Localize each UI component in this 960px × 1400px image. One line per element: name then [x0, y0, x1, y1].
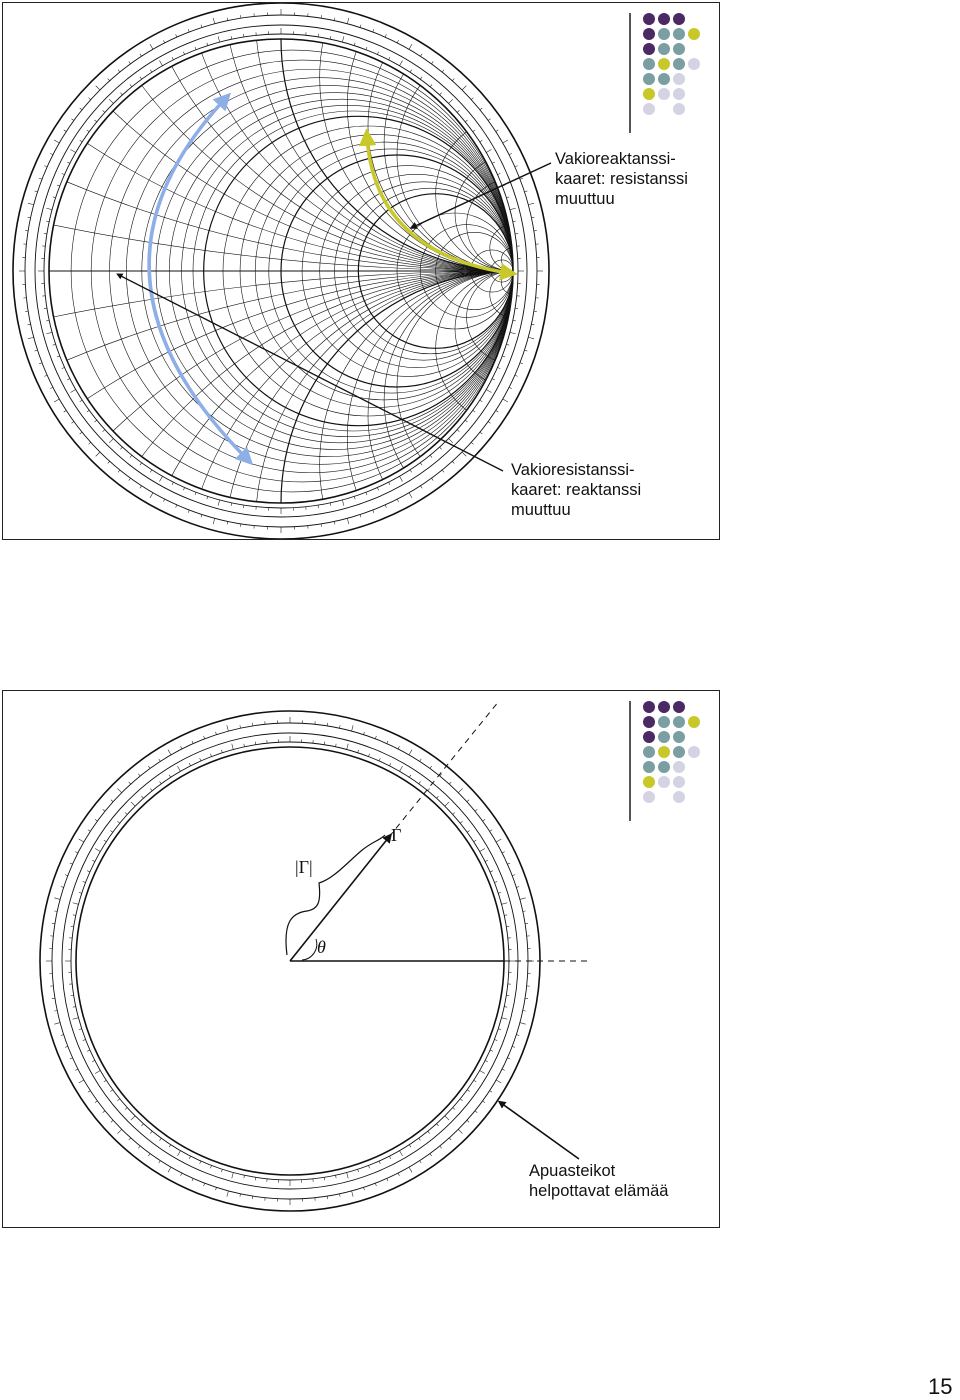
scale-tick — [377, 488, 378, 491]
scale-tick — [54, 140, 59, 143]
scale-tick — [140, 77, 142, 79]
decor-dot — [658, 43, 670, 55]
decor-dot — [688, 716, 700, 728]
decor-dot — [643, 761, 655, 773]
scale-tick — [160, 61, 163, 66]
scale-tick — [176, 505, 177, 508]
scale-tick — [385, 34, 386, 37]
blue-double-arrow — [149, 99, 247, 459]
decor-dot — [673, 746, 685, 758]
decor-dot — [673, 103, 685, 115]
decor-dot — [658, 761, 670, 773]
slide-smith-chart-arcs — [2, 2, 720, 540]
scale-tick — [480, 140, 483, 142]
scale-tick — [57, 185, 60, 186]
reactance-arc — [3, 3, 720, 271]
scale-tick — [188, 510, 189, 513]
scale-tick — [96, 86, 100, 90]
scale-tick — [389, 57, 390, 60]
scale-tick — [53, 344, 56, 345]
scale-tick — [449, 439, 453, 443]
scale-tick — [506, 344, 509, 345]
scale-tick — [360, 514, 361, 517]
scale-tick — [201, 514, 202, 517]
scale-tick — [480, 400, 483, 402]
scale-tick — [46, 208, 52, 210]
scale-tick — [462, 86, 466, 90]
scale-tick — [129, 61, 131, 63]
scale-tick — [400, 61, 403, 66]
scale-tick — [449, 99, 453, 103]
scale-tick — [360, 25, 361, 28]
scale-tick — [465, 120, 467, 122]
scale-tick — [457, 430, 459, 432]
decor-dot — [658, 701, 670, 713]
scale-tick — [71, 150, 76, 153]
decor-dot — [643, 28, 655, 40]
scale-tick — [120, 447, 122, 449]
decor-dot — [643, 701, 655, 713]
reactance-arc — [436, 271, 591, 426]
scale-tick — [195, 47, 196, 50]
scale-tick — [218, 500, 220, 506]
scale-tick — [201, 25, 202, 28]
reactance-arc — [281, 271, 720, 540]
scale-tick — [513, 320, 516, 321]
scale-tick — [509, 387, 512, 388]
scale-tick — [207, 496, 208, 499]
scale-tick — [510, 332, 516, 334]
scale-tick — [46, 320, 49, 321]
reactance-arc — [3, 3, 720, 271]
scale-tick — [227, 521, 228, 524]
scale-tick — [188, 29, 189, 32]
decor-dot — [643, 43, 655, 55]
scale-tick — [334, 18, 335, 21]
scale-tick — [96, 452, 100, 456]
scale-tick — [62, 173, 65, 174]
scale-tick — [410, 70, 412, 73]
decor-dot — [658, 58, 670, 70]
scale-tick — [510, 208, 516, 210]
scale-tick — [515, 375, 518, 376]
decor-dot — [643, 58, 655, 70]
scale-tick — [87, 130, 89, 132]
scale-tick — [150, 470, 152, 473]
scale-tick — [231, 503, 232, 506]
scale-tick — [531, 324, 534, 325]
decor-divider — [629, 701, 631, 821]
scale-tick — [130, 455, 132, 457]
scale-tick — [471, 98, 473, 100]
scale-tick — [342, 36, 344, 42]
decor-dot — [658, 73, 670, 85]
scale-tick — [354, 496, 355, 499]
reactance-arc — [3, 3, 720, 271]
scale-tick — [64, 410, 67, 412]
decor-dot — [658, 88, 670, 100]
decor-dot — [658, 731, 670, 743]
scale-tick — [502, 356, 505, 357]
scale-tick — [486, 150, 491, 153]
scale-tick — [39, 178, 42, 179]
scale-tick — [471, 442, 473, 444]
scale-tick — [50, 387, 53, 388]
scale-tick — [87, 410, 89, 412]
scale-tick — [452, 461, 454, 463]
scale-tick — [103, 110, 105, 112]
decor-dot — [673, 731, 685, 743]
scale-tick — [109, 99, 113, 103]
scale-tick — [486, 390, 491, 393]
decor-dot — [643, 731, 655, 743]
scale-tick — [473, 130, 475, 132]
scale-tick — [430, 84, 432, 86]
scale-tick — [140, 463, 142, 465]
scale-tick — [94, 420, 96, 422]
scale-tick — [397, 40, 398, 43]
scale-tick — [227, 18, 228, 21]
scale-tick — [503, 140, 508, 143]
reactance-arc — [182, 3, 720, 271]
decor-dot — [673, 43, 685, 55]
scale-tick — [520, 363, 523, 364]
scale-tick — [160, 476, 163, 481]
scale-tick — [140, 486, 142, 489]
scale-tick — [183, 52, 184, 55]
decor-dot — [673, 73, 685, 85]
decor-dot — [658, 13, 670, 25]
scale-tick — [108, 79, 110, 81]
scale-tick — [150, 493, 153, 498]
scale-tick — [80, 108, 82, 110]
scale-tick — [420, 486, 422, 489]
scale-tick — [89, 442, 91, 444]
yellow-double-arrow — [367, 137, 509, 273]
scale-tick — [528, 203, 534, 205]
scale-tick — [118, 70, 120, 72]
decor-dot — [673, 761, 685, 773]
pointer-arrow-resistance — [119, 275, 503, 471]
scale-tick — [120, 93, 122, 95]
decor-dot — [643, 88, 655, 100]
scale-tick — [67, 379, 70, 380]
decor-dot — [688, 28, 700, 40]
scale-tick — [524, 191, 527, 192]
scale-tick — [218, 36, 220, 42]
scale-tick — [431, 478, 433, 480]
scale-tick — [347, 518, 349, 524]
scale-tick — [46, 221, 49, 222]
scale-tick — [457, 110, 459, 112]
scale-tick — [54, 399, 59, 402]
scale-tick — [71, 421, 73, 423]
scale-tick — [28, 337, 34, 339]
scale-tick — [109, 439, 113, 443]
page-number: 15 — [928, 1374, 952, 1400]
scale-tick — [28, 324, 31, 325]
scale-tick — [480, 108, 482, 110]
scale-tick — [50, 153, 53, 154]
scale-tick — [366, 492, 367, 495]
scale-tick — [528, 337, 534, 339]
scale-tick — [35, 350, 38, 351]
scale-tick — [347, 18, 349, 24]
scale-tick — [442, 70, 444, 72]
caption-auxiliary-scales: Apuasteikot helpottavat elämää — [529, 1161, 668, 1201]
scale-tick — [531, 217, 534, 218]
scale-tick — [103, 430, 105, 432]
scale-tick — [520, 178, 523, 179]
scale-tick — [80, 400, 83, 402]
decor-dot — [658, 776, 670, 788]
decor-dot — [643, 13, 655, 25]
scale-tick — [420, 54, 422, 57]
decor-dot — [673, 716, 685, 728]
scale-tick — [64, 130, 67, 132]
scale-tick — [492, 162, 495, 163]
scale-tick — [129, 478, 131, 480]
pointer-arrow-scales — [501, 1103, 579, 1159]
scale-tick — [28, 203, 34, 205]
scale-tick — [342, 500, 344, 506]
scale-tick — [513, 221, 516, 222]
scale-tick — [400, 476, 403, 481]
scale-tick — [465, 420, 467, 422]
decor-dot — [643, 103, 655, 115]
reactance-arc — [384, 13, 642, 271]
decor-dot — [658, 716, 670, 728]
decor-dot — [658, 746, 670, 758]
scale-tick — [213, 518, 215, 524]
decor-dot — [658, 28, 670, 40]
scale-tick — [89, 98, 91, 100]
scale-tick — [496, 130, 499, 132]
scale-tick — [515, 166, 518, 167]
scale-tick — [452, 79, 454, 81]
scale-tick — [420, 463, 422, 465]
scale-tick — [231, 36, 232, 39]
scale-tick — [354, 43, 355, 46]
decor-dot — [688, 746, 700, 758]
decor-dot — [643, 73, 655, 85]
scale-tick — [176, 34, 177, 37]
decor-dot — [673, 28, 685, 40]
scale-tick — [480, 432, 482, 434]
scale-tick — [442, 470, 444, 472]
scale-tick — [44, 166, 47, 167]
scale-tick — [334, 521, 335, 524]
decor-divider — [629, 13, 631, 133]
reactance-arc — [223, 271, 720, 540]
decor-dot — [643, 776, 655, 788]
scale-tick — [496, 410, 499, 412]
scale-tick — [498, 173, 501, 174]
scale-tick — [330, 503, 331, 506]
scale-tick — [172, 482, 173, 485]
scale-tick — [57, 356, 60, 357]
scale-tick — [409, 493, 412, 498]
scale-tick — [53, 197, 56, 198]
scale-tick — [71, 390, 76, 393]
scale-tick — [150, 44, 153, 49]
scale-tick — [373, 510, 374, 513]
scale-tick — [67, 162, 70, 163]
scale-tick — [183, 488, 184, 491]
scale-tick — [492, 379, 495, 380]
decor-dot — [673, 58, 685, 70]
scale-tick — [172, 57, 173, 60]
scale-tick — [46, 332, 52, 334]
scale-tick — [94, 120, 96, 122]
scale-tick — [473, 410, 475, 412]
scale-tick — [462, 452, 466, 456]
scale-tick — [118, 470, 120, 472]
scale-tick — [506, 197, 509, 198]
scale-tick — [385, 505, 386, 508]
scale-tick — [44, 375, 47, 376]
scale-tick — [62, 367, 65, 368]
scale-tick — [80, 140, 83, 142]
scale-tick — [140, 54, 142, 57]
theta-label: θ — [317, 937, 326, 957]
scale-tick — [195, 492, 196, 495]
scale-tick — [440, 447, 442, 449]
slide-reflection-coefficient — [2, 690, 720, 1228]
scale-tick — [397, 499, 398, 502]
scale-tick — [430, 455, 432, 457]
scale-tick — [366, 47, 367, 50]
decor-dot — [673, 701, 685, 713]
decor-dot — [673, 88, 685, 100]
scale-tick — [150, 70, 152, 73]
scale-tick — [213, 18, 215, 24]
decor-dot — [643, 746, 655, 758]
gamma-magnitude-label: |Γ| — [295, 857, 313, 877]
scale-tick — [488, 119, 490, 121]
scale-tick — [377, 52, 378, 55]
scale-tick — [389, 482, 390, 485]
scale-tick — [440, 93, 442, 95]
scale-tick — [39, 363, 42, 364]
pointer-layer — [3, 691, 720, 1228]
scale-tick — [28, 217, 31, 218]
decor-dot — [673, 776, 685, 788]
scale-tick — [488, 421, 490, 423]
decor-dot — [643, 716, 655, 728]
decor-dot — [688, 58, 700, 70]
scale-tick — [163, 499, 164, 502]
scale-tick — [431, 61, 433, 63]
scale-tick — [498, 367, 501, 368]
scale-tick — [80, 432, 82, 434]
decor-dot — [643, 791, 655, 803]
scale-tick — [207, 43, 208, 46]
scale-tick — [330, 36, 331, 39]
caption-resistance-arcs: Vakioresistanssi- kaaret: reaktanssi muuttuu — [511, 460, 641, 520]
decor-dot — [673, 13, 685, 25]
scale-tick — [373, 29, 374, 32]
scale-tick — [71, 119, 73, 121]
caption-reactance-arcs: Vakioreaktanssi- kaaret: resistanssi muuttuu — [555, 149, 688, 209]
reactance-arc — [255, 271, 720, 540]
scale-tick — [130, 84, 132, 86]
decor-dot — [673, 791, 685, 803]
scale-tick — [163, 40, 164, 43]
gamma-label: Γ — [391, 825, 401, 845]
scale-tick — [409, 44, 412, 49]
scale-tick — [108, 461, 110, 463]
scale-tick — [503, 399, 508, 402]
scale-tick — [35, 191, 38, 192]
scale-tick — [410, 470, 412, 473]
reactance-arc — [3, 3, 720, 271]
scale-tick — [420, 77, 422, 79]
scale-tick — [524, 350, 527, 351]
scale-tick — [509, 153, 512, 154]
